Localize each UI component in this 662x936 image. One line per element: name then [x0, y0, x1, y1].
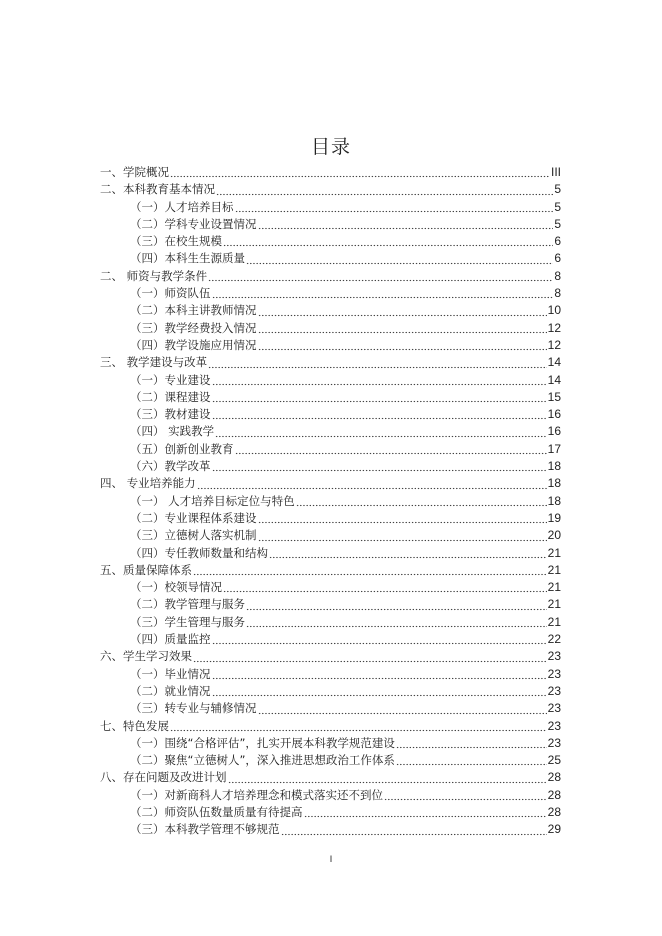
toc-entry-label: （一）毕业情况 [130, 666, 211, 681]
toc-subsection-entry[interactable] [100, 199, 561, 216]
toc-entry-label: 八、存在问题及改进计划 [100, 770, 227, 785]
toc-entry-page: 21 [547, 597, 561, 612]
dot-leader [269, 547, 547, 559]
toc-entry-label: （三）转专业与辅修情况 [130, 701, 257, 716]
toc-entry-page: 16 [547, 407, 561, 422]
toc-entry-label: （一）对新商科人才培养理念和模式落实还不到位 [130, 787, 383, 802]
toc-entry-page: 6 [554, 234, 561, 249]
toc-subsection-entry[interactable] [100, 631, 561, 648]
toc-entry-page: 28 [547, 770, 561, 785]
toc-entry-page: 21 [547, 545, 561, 560]
toc-entry-page: 23 [547, 649, 561, 664]
dot-leader [235, 201, 554, 213]
dot-leader [212, 374, 547, 386]
toc-section-entry[interactable] [100, 268, 561, 285]
toc-entry-label: （四） 实践教学 [130, 424, 215, 439]
toc-entry-page: 18 [547, 476, 561, 491]
dot-leader [258, 218, 554, 230]
dot-leader [258, 512, 547, 524]
toc-subsection-entry[interactable] [100, 372, 561, 389]
dot-leader [396, 754, 547, 766]
toc-subsection-entry[interactable] [100, 735, 561, 752]
dot-leader [212, 685, 547, 697]
dot-leader [193, 564, 547, 576]
toc-entry-label: （二）就业情况 [130, 683, 211, 698]
toc-entry-label: 三、 教学建设与改革 [100, 355, 208, 370]
toc-entry-label: （三）在校生规模 [130, 234, 222, 249]
dot-leader [208, 357, 546, 369]
toc-subsection-entry[interactable] [100, 527, 561, 544]
toc-subsection-entry[interactable] [100, 545, 561, 562]
toc-entry-label: （二）专业课程体系建设 [130, 510, 257, 525]
dot-leader [246, 616, 547, 628]
toc-entry-label: （三）本科教学管理不够规范 [130, 822, 280, 837]
toc-entry-label: （一）师资队伍 [130, 286, 211, 301]
toc-subsection-entry[interactable] [100, 787, 561, 804]
toc-subsection-entry[interactable] [100, 233, 561, 250]
toc-entry-page: 5 [554, 216, 561, 231]
toc-entry-label: 一、学院概况 [100, 165, 169, 179]
dot-leader [258, 703, 547, 715]
dot-leader [170, 166, 550, 178]
toc-section-entry[interactable] [100, 164, 561, 181]
toc-entry-page: 12 [547, 320, 561, 335]
toc-subsection-entry[interactable] [100, 700, 561, 717]
dot-leader [281, 824, 547, 836]
toc-entry-page: 14 [547, 372, 561, 387]
toc-entry-label: （二）学科专业设置情况 [130, 216, 257, 231]
toc-entry-page: 19 [547, 510, 561, 525]
dot-leader [193, 651, 547, 663]
dot-leader [228, 772, 547, 784]
toc-entry-page: 18 [547, 459, 561, 474]
toc-section-entry[interactable] [100, 475, 561, 492]
toc-entry-label: （四）质量监控 [130, 632, 211, 647]
toc-section-entry[interactable] [100, 648, 561, 665]
toc-entry-label: 四、 专业培养能力 [100, 476, 196, 491]
toc-subsection-entry[interactable] [100, 423, 561, 440]
toc-subsection-entry[interactable] [100, 804, 561, 821]
toc-subsection-entry[interactable] [100, 389, 561, 406]
toc-entry-label: （一）专业建设 [130, 372, 211, 387]
toc-entry-page: 23 [547, 701, 561, 716]
toc-entry-label: （二）课程建设 [130, 389, 211, 404]
dot-leader [384, 789, 547, 801]
dot-leader [223, 235, 553, 247]
toc-subsection-entry[interactable] [100, 596, 561, 613]
toc-entry-page: III [550, 165, 561, 179]
page-number: I [329, 854, 333, 864]
toc-entry-label: （二）师资队伍数量质量有待提高 [130, 804, 303, 819]
toc-entry-label: 二、 师资与教学条件 [100, 268, 208, 283]
dot-leader [258, 530, 547, 542]
toc-subsection-entry[interactable] [100, 250, 561, 267]
dot-leader [208, 270, 553, 282]
toc-subsection-entry[interactable] [100, 285, 561, 302]
toc-subsection-entry[interactable] [100, 406, 561, 423]
toc-subsection-entry[interactable] [100, 614, 561, 631]
toc-entry-page: 29 [547, 822, 561, 837]
toc-entry-label: （四）本科生生源质量 [130, 251, 245, 266]
dot-leader [258, 339, 547, 351]
dot-leader [304, 806, 547, 818]
toc-entry-label: （一） 人才培养目标定位与特色 [130, 493, 295, 508]
toc-entry-page: 18 [547, 493, 561, 508]
dot-leader [246, 599, 547, 611]
toc-entry-page: 8 [554, 268, 561, 283]
toc-entry-label: （五）创新创业教育 [130, 441, 234, 456]
toc-section-entry[interactable] [100, 769, 561, 786]
toc-title: 目录 [310, 136, 351, 158]
toc-subsection-entry[interactable] [100, 510, 561, 527]
toc-entry-label: （二）本科主讲教师情况 [130, 303, 257, 318]
toc-entry-page: 5 [554, 199, 561, 214]
dot-leader [212, 460, 547, 472]
dot-leader [212, 391, 547, 403]
toc-entry-page: 10 [547, 303, 561, 318]
toc-entry-label: 二、本科教育基本情况 [100, 182, 215, 197]
toc-entry-label: （三）教学经费投入情况 [130, 320, 257, 335]
toc-entry-page: 6 [554, 251, 561, 266]
toc-entry-label: （三）学生管理与服务 [130, 614, 245, 629]
toc-entry-page: 21 [547, 562, 561, 577]
toc-entry-label: 六、学生学习效果 [100, 649, 192, 664]
toc-entry-page: 28 [547, 787, 561, 802]
toc-subsection-entry[interactable] [100, 821, 561, 838]
toc-entry-page: 8 [554, 286, 561, 301]
toc-entry-page: 23 [547, 683, 561, 698]
toc-entry-page: 14 [547, 355, 561, 370]
dot-leader [223, 581, 547, 593]
toc-subsection-entry[interactable] [100, 579, 561, 596]
toc-entry-page: 21 [547, 580, 561, 595]
toc-entry-label: （一）人才培养目标 [130, 199, 234, 214]
table-of-contents [100, 164, 561, 839]
toc-entry-page: 17 [547, 441, 561, 456]
toc-subsection-entry[interactable] [100, 216, 561, 233]
toc-subsection-entry[interactable] [100, 752, 561, 769]
toc-subsection-entry[interactable] [100, 302, 561, 319]
toc-section-entry[interactable] [100, 562, 561, 579]
toc-section-entry[interactable] [100, 181, 561, 198]
toc-entry-page: 25 [547, 753, 561, 768]
toc-entry-page: 21 [547, 614, 561, 629]
toc-entry-page: 12 [547, 337, 561, 352]
toc-entry-label: （六）教学改革 [130, 459, 211, 474]
toc-entry-label: 七、特色发展 [100, 718, 169, 733]
dot-leader [246, 253, 553, 265]
toc-entry-label: （二）教学管理与服务 [130, 597, 245, 612]
toc-entry-label: （四）专任教师数量和结构 [130, 545, 268, 560]
dot-leader [235, 443, 547, 455]
toc-entry-page: 5 [554, 182, 561, 197]
toc-subsection-entry[interactable] [100, 683, 561, 700]
toc-entry-page: 23 [547, 735, 561, 750]
dot-leader [197, 478, 547, 490]
dot-leader [258, 322, 547, 334]
toc-entry-page: 15 [547, 389, 561, 404]
toc-entry-label: （二）聚焦“立德树人”，深入推进思想政治工作体系 [130, 753, 395, 768]
dot-leader [170, 720, 547, 732]
dot-leader [212, 287, 554, 299]
toc-entry-page: 23 [547, 666, 561, 681]
toc-subsection-entry[interactable] [100, 320, 561, 337]
dot-leader [396, 737, 547, 749]
toc-entry-page: 16 [547, 424, 561, 439]
toc-entry-label: （四）教学设施应用情况 [130, 337, 257, 352]
toc-section-entry[interactable] [100, 718, 561, 735]
toc-entry-page: 22 [547, 632, 561, 647]
dot-leader [296, 495, 547, 507]
toc-subsection-entry[interactable] [100, 458, 561, 475]
dot-leader [212, 668, 547, 680]
toc-entry-page: 28 [547, 804, 561, 819]
dot-leader [215, 426, 546, 438]
dot-leader [216, 184, 553, 196]
toc-entry-label: （三）立德树人落实机制 [130, 528, 257, 543]
toc-entry-label: （一）围绕“合格评估”，扎实开展本科教学规范建设 [130, 735, 395, 750]
toc-section-entry[interactable] [100, 354, 561, 371]
toc-entry-page: 20 [547, 528, 561, 543]
dot-leader [258, 305, 547, 317]
toc-subsection-entry[interactable] [100, 493, 561, 510]
toc-entry-label: 五、质量保障体系 [100, 562, 192, 577]
toc-entry-label: （一）校领导情况 [130, 580, 222, 595]
toc-subsection-entry[interactable] [100, 337, 561, 354]
toc-entry-page: 23 [547, 718, 561, 733]
toc-subsection-entry[interactable] [100, 666, 561, 683]
toc-entry-label: （三）教材建设 [130, 407, 211, 422]
toc-subsection-entry[interactable] [100, 441, 561, 458]
dot-leader [212, 633, 547, 645]
dot-leader [212, 408, 547, 420]
